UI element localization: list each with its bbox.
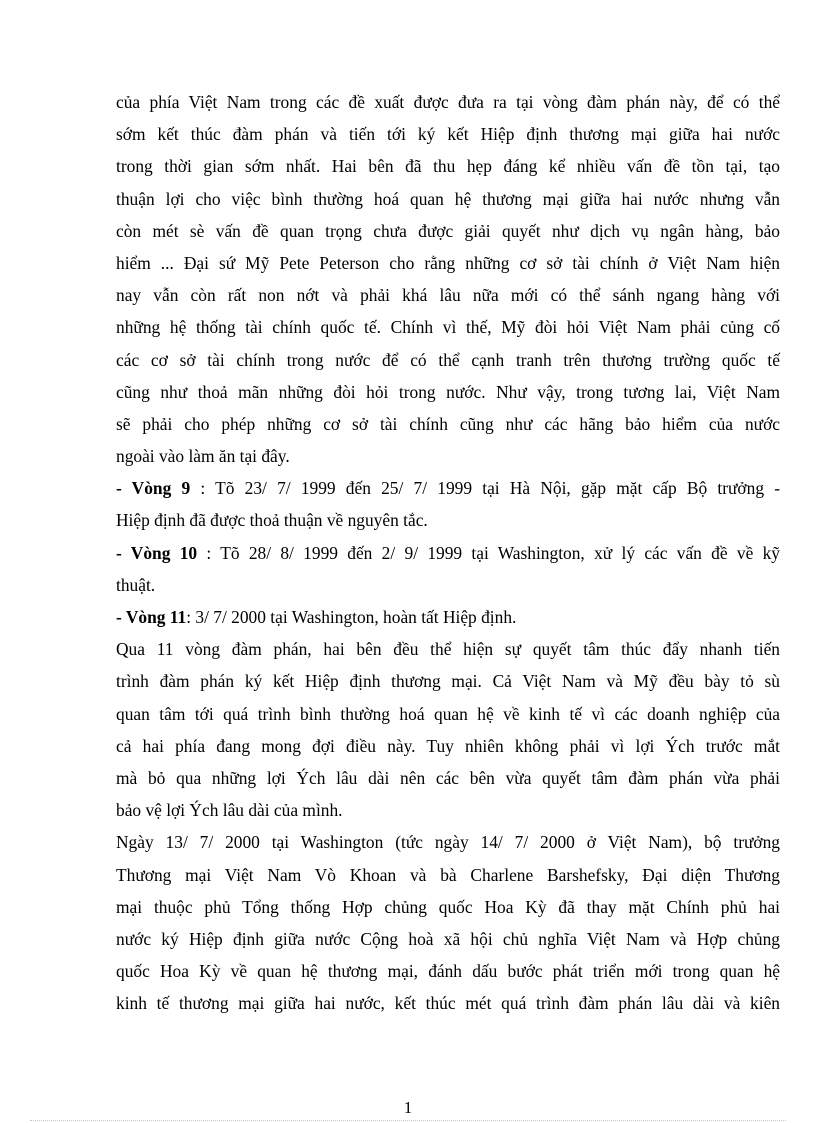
text-line: còn mét sè vấn đề quan trọng chưa được giải quyết như dịch vụ ngân hàng, bảo xyxy=(116,220,780,241)
page-number: 1 xyxy=(403,1098,413,1117)
round-label: - Vòng 9 xyxy=(116,478,191,499)
text-line: quốc Hoa Kỳ về quan hệ thương mại, đánh dấu bước phát triển mới trong quan hệ xyxy=(116,961,780,982)
text-line: sớm kết thúc đàm phán và tiến tới ký kết Hiệp định thương mại giữa hai nước xyxy=(116,124,780,145)
text-line: thuật. xyxy=(116,574,156,595)
text-line: ngoài vào làm ăn tại đây. xyxy=(116,446,290,467)
round-text: Tõ 28/ 8/ 1999 đến 2/ 9/ 1999 tại Washington, xử lý các vấn đề về kỹ xyxy=(220,542,780,563)
text-line: nay vẫn còn rất non nớt và phải khá lâu nữa mới có thể sánh ngang hàng với xyxy=(116,285,780,306)
text-line: nước ký Hiệp định giữa nước Cộng hoà xã hội chủ nghĩa Việt Nam và Hợp chủng xyxy=(116,928,780,949)
text-line: Ngày 13/ 7/ 2000 tại Washington (tức ngày 14/ 7/ 2000 ở Việt Nam), bộ trưởng xyxy=(116,832,780,853)
negotiation-round-10 xyxy=(116,537,780,601)
text-line: các cơ sở tài chính trong nước để có thể cạnh tranh trên thương trường quốc tế xyxy=(116,349,780,370)
text-line xyxy=(116,472,780,504)
text-line: kinh tế thương mại giữa hai nước, kết thúc mét quá trình đàm phán lâu dài và kiên xyxy=(116,993,780,1014)
negotiation-round-9 xyxy=(116,472,780,536)
paragraph-3 xyxy=(116,826,780,1019)
text-line: bảo vệ lợi Ých lâu dài của mình. xyxy=(116,800,343,821)
text-line: Hiệp định đã được thoả thuận về nguyên tắc. xyxy=(116,510,428,531)
text-line: thuận lợi cho việc bình thường hoá quan hệ thương mại giữa hai nước nhưng vẫn xyxy=(116,188,780,209)
negotiation-round-11 xyxy=(116,601,780,633)
text-line: sẽ phải cho phép những cơ sở tài chính cũng như các hãng bảo hiểm của nước xyxy=(116,413,780,434)
round-label: - Vòng 11 xyxy=(116,607,187,627)
text-line: cũng như thoả mãn những đòi hỏi trong nước. Như vậy, trong tương lai, Việt Nam xyxy=(116,381,780,402)
text-line: trong thời gian sớm nhất. Hai bên đã thu hẹp đáng kể nhiều vấn đề tồn tại, tạo xyxy=(116,156,780,177)
text-line: của phía Việt Nam trong các đề xuất được đưa ra tại vòng đàm phán này, để có thể xyxy=(116,92,780,112)
text-line: những hệ thống tài chính quốc tế. Chính vì thế, Mỹ đòi hỏi Việt Nam phải củng cố xyxy=(116,317,780,338)
text-line xyxy=(116,537,780,569)
text-line: mại thuộc phủ Tổng thống Hợp chủng quốc Hoa Kỳ đã thay mặt Chính phủ hai xyxy=(116,896,780,917)
text-line: Qua 11 vòng đàm phán, hai bên đều thể hiện sự quyết tâm thúc đẩy nhanh tiến xyxy=(116,639,780,660)
round-separator: : xyxy=(197,542,221,563)
text-line: cả hai phía đang mong đợi điều này. Tuy nhiên không phải vì lợi Ých trước mắt xyxy=(116,735,780,756)
text-line: quan tâm tới quá trình bình thường hoá quan hệ về kinh tế vì các doanh nghiệp của xyxy=(116,703,780,724)
document-body xyxy=(116,86,780,1019)
text-line: Thương mại Việt Nam Vò Khoan và bà Charlene Barshefsky, Đại diện Thương xyxy=(116,864,780,885)
round-text: 3/ 7/ 2000 tại Washington, hoàn tất Hiệp định. xyxy=(195,607,517,627)
footer-divider xyxy=(30,1120,786,1121)
text-line: hiểm ... Đại sứ Mỹ Pete Peterson cho rằng những cơ sở tài chính ở Việt Nam hiện xyxy=(116,252,780,273)
round-text: Tõ 23/ 7/ 1999 đến 25/ 7/ 1999 tại Hà Nội, gặp mặt cấp Bộ trưởng - xyxy=(215,478,781,499)
paragraph-1 xyxy=(116,86,780,472)
text-line: mà bỏ qua những lợi Ých lâu dài nên các bên vừa quyết tâm đàm phán vừa phải xyxy=(116,767,780,788)
text-line xyxy=(116,601,780,633)
round-separator: : xyxy=(186,607,196,627)
text-line: trình đàm phán ký kết Hiệp định thương mại. Cả Việt Nam và Mỹ đều bày tỏ sù xyxy=(116,671,780,692)
round-label: - Vòng 10 xyxy=(116,542,198,563)
paragraph-2 xyxy=(116,633,780,826)
round-separator: : xyxy=(190,478,216,499)
